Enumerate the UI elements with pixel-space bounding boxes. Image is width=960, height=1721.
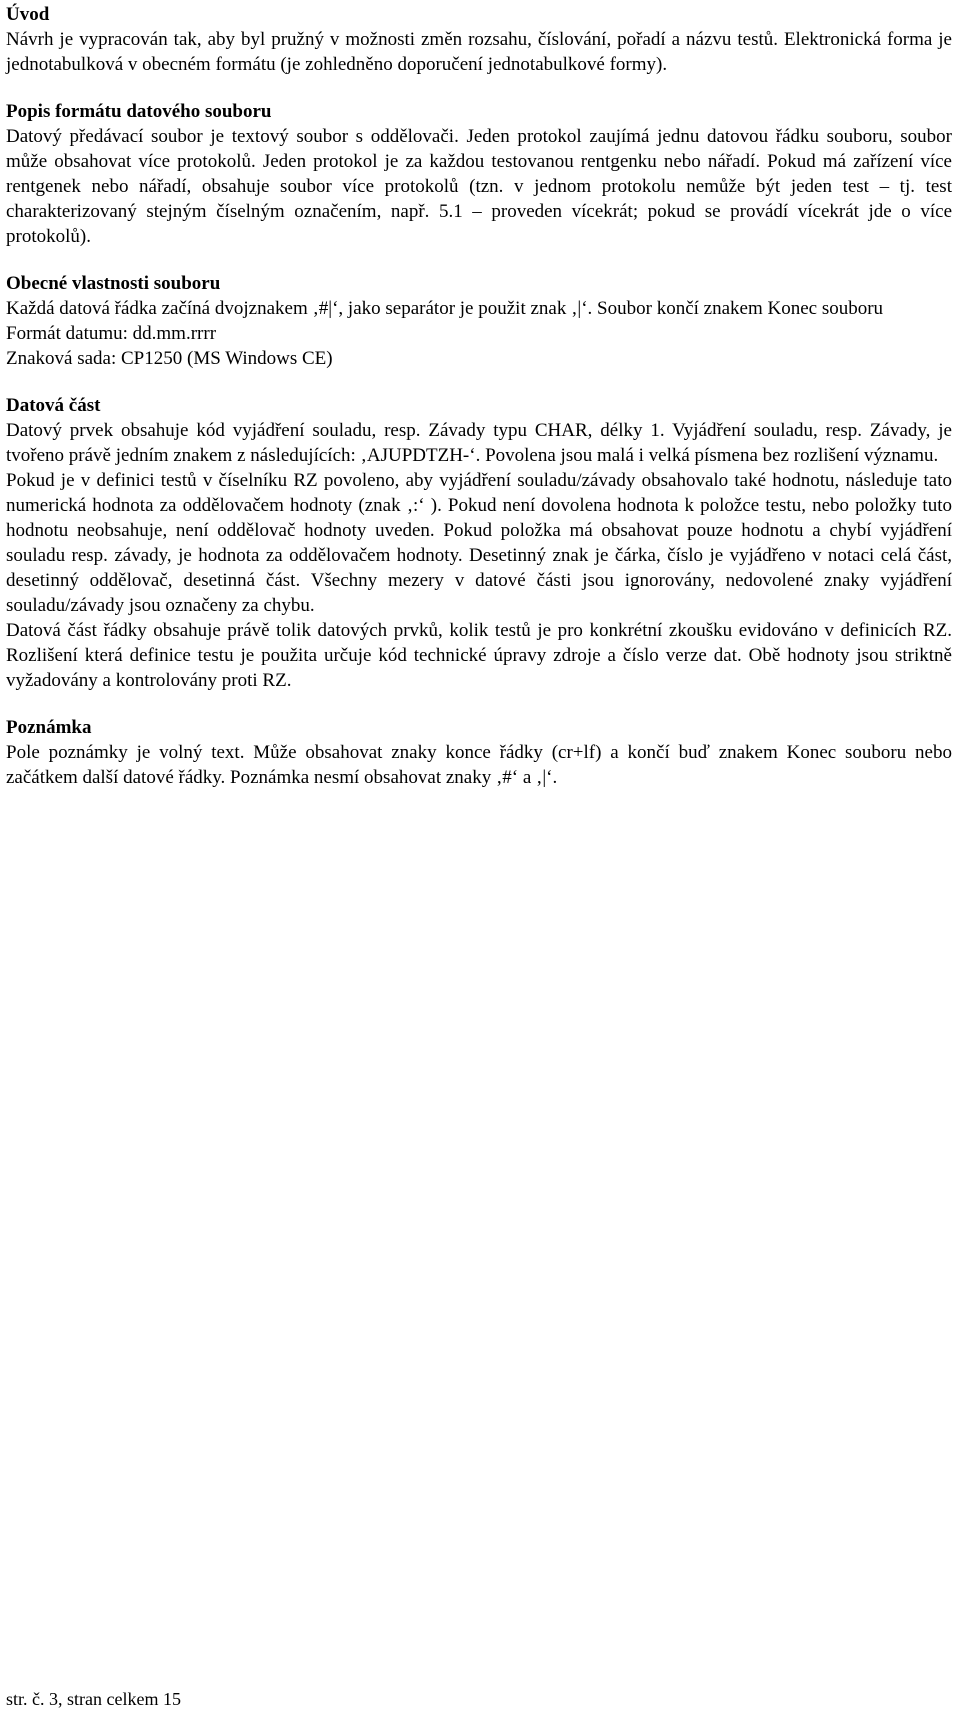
page-footer: str. č. 3, stran celkem 15	[6, 1689, 181, 1709]
heading-data: Datová část	[6, 395, 101, 416]
charset-line: Znaková sada: CP1250 (MS Windows CE)	[6, 348, 333, 369]
heading-general: Obecné vlastnosti souboru	[6, 273, 221, 294]
paragraph-note: Pole poznámky je volný text. Může obsahovat znaky konce řádky (cr+lf) a končí buď znakem Konec souboru nebo začátkem další datové řádky. Poznámka nesmí obsahovat znaky ‚#‘ a ‚|‘.	[6, 742, 952, 788]
document-page	[6, 2, 952, 812]
paragraph-format: Datový předávací soubor je textový soubor s oddělovači. Jeden protokol zaujímá jednu datovou řádku souboru, soubor může obsahovat více protokolů. Jeden protokol je za každou testovanou rentgenku nebo nářadí. Pokud má zařízení více rentgenek nebo nářadí, obsahuje soubor více protokolů (tzn. v jednom protokolu nemůže být jeden test – tj. test charakterizovaný stejným číselným označením, např. 5.1 – proveden vícekrát; pokud se provádí vícekrát jde o více protokolů).	[6, 126, 952, 247]
section-format	[6, 99, 952, 249]
heading-note: Poznámka	[6, 717, 92, 738]
heading-intro: Úvod	[6, 4, 50, 25]
section-note	[6, 715, 952, 790]
paragraph-data-1: Datový prvek obsahuje kód vyjádření souladu, resp. Závady typu CHAR, délky 1. Vyjádření souladu, resp. Závady, je tvořeno právě jedním znakem z následujících: ‚AJUPDTZH-‘. Povolena jsou malá i velká písmena bez rozlišení významu.	[6, 420, 952, 466]
section-general	[6, 271, 952, 371]
date-format-line: Formát datumu: dd.mm.rrrr	[6, 323, 217, 344]
paragraph-data-2: Pokud je v definici testů v číselníku RZ povoleno, aby vyjádření souladu/závady obsahovalo také hodnotu, následuje tato numerická hodnota za oddělovačem hodnoty (znak ‚:‘ ). Pokud není dovolena hodnota k položce testu, nebo položky tuto hodnotu neobsahuje, není oddělovač hodnoty uveden. Pokud položka má obsahovat pouze hodnotu a chybí vyjádření souladu resp. závady, je hodnota za oddělovačem hodnoty. Desetinný znak je čárka, číslo je vyjádřeno v notaci celá část, desetinný oddělovač, desetinná část. Všechny mezery v datové části jsou ignorovány, nedovolené znaky vyjádření souladu/závady jsou označeny za chybu.	[6, 470, 952, 616]
paragraph-intro: Návrh je vypracován tak, aby byl pružný v možnosti změn rozsahu, číslování, pořadí a názvu testů. Elektronická forma je jednotabulková v obecném formátu (je zohledněno doporučení jednotabulkové formy).	[6, 29, 952, 75]
paragraph-data-3: Datová část řádky obsahuje právě tolik datových prvků, kolik testů je pro konkrétní zkoušku evidováno v definicích RZ. Rozlišení která definice testu je použita určuje kód technické úpravy zdroje a číslo verze dat. Obě hodnoty jsou striktně vyžadovány a kontrolovány proti RZ.	[6, 620, 952, 691]
paragraph-general: Každá datová řádka začíná dvojznakem ‚#|‘, jako separátor je použit znak ‚|‘. Soubor končí znakem Konec souboru	[6, 298, 884, 319]
section-intro	[6, 2, 952, 77]
section-data	[6, 393, 952, 693]
heading-format: Popis formátu datového souboru	[6, 101, 272, 122]
